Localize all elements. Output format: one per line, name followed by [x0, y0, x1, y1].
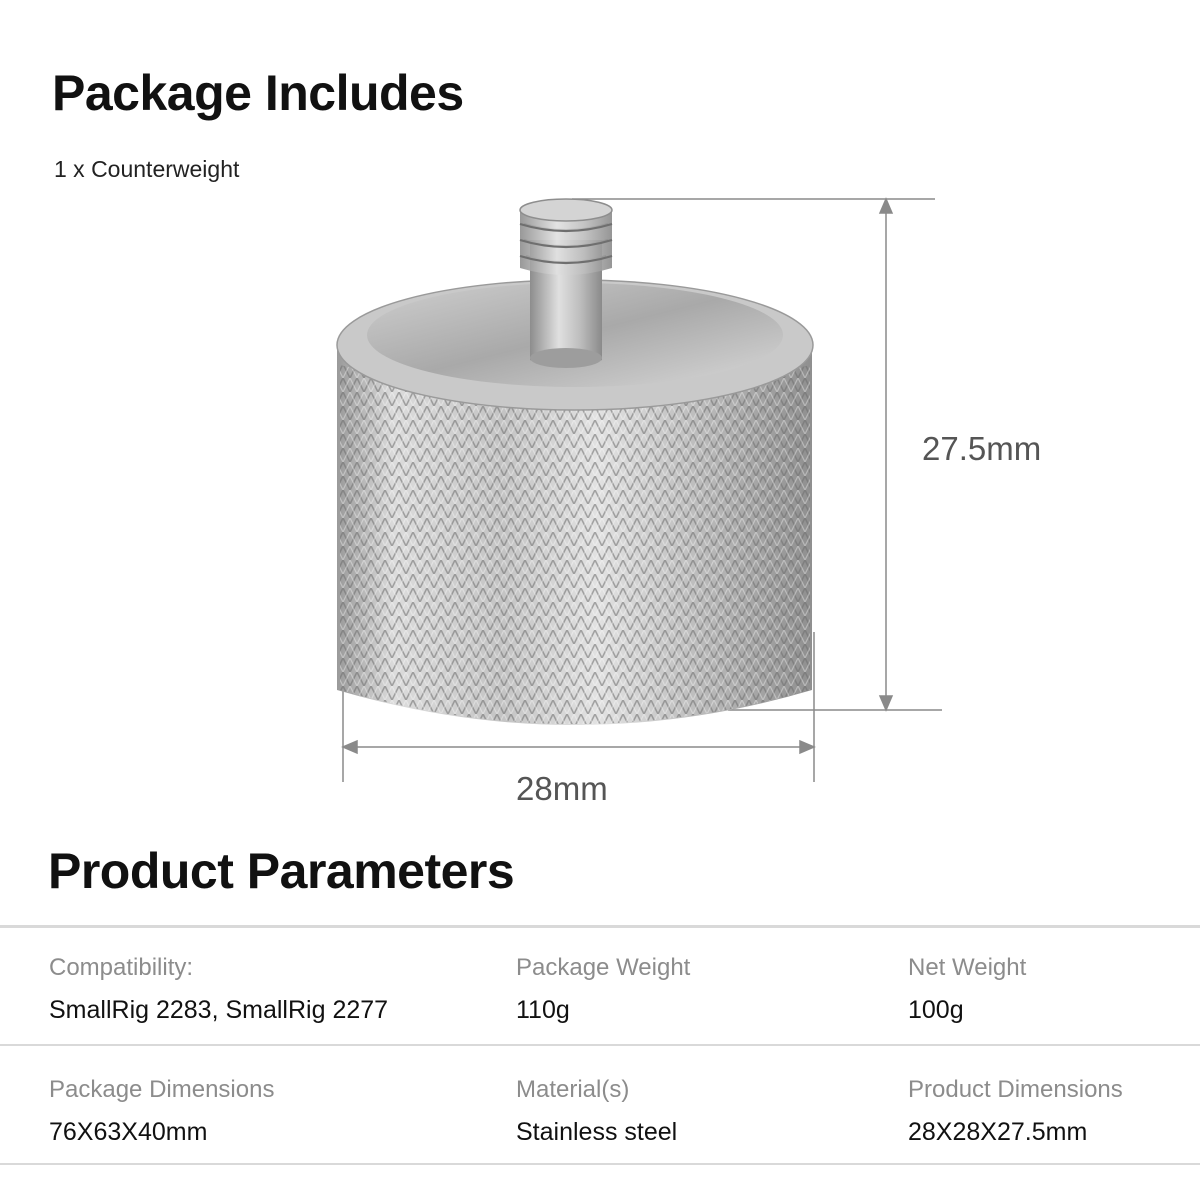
- param-net-weight: [908, 954, 1026, 1025]
- counterweight-illustration: [337, 199, 813, 725]
- param-label: Package Weight: [516, 954, 691, 981]
- package-item: 1 x Counterweight: [54, 156, 240, 182]
- divider: [0, 925, 1200, 928]
- param-value: SmallRig 2283, SmallRig 2277: [49, 996, 389, 1024]
- product-parameters-title: Product Parameters: [48, 843, 515, 899]
- param-value: 110g: [516, 996, 570, 1024]
- width-dimension-label: 28mm: [516, 770, 608, 807]
- divider: [0, 1044, 1200, 1046]
- param-package-weight: [516, 954, 690, 1025]
- divider: [0, 1163, 1200, 1165]
- param-value: 28X28X27.5mm: [908, 1118, 1088, 1146]
- param-compatibility: [49, 954, 388, 1025]
- param-product-dimensions: [908, 1076, 1123, 1147]
- param-material: [516, 1076, 677, 1147]
- param-label: Material(s): [516, 1076, 630, 1103]
- param-value: 76X63X40mm: [49, 1118, 208, 1146]
- param-value: Stainless steel: [516, 1118, 678, 1146]
- height-dimension-label: 27.5mm: [922, 430, 1042, 467]
- param-label: Net Weight: [908, 954, 1027, 981]
- param-label: Compatibility:: [49, 954, 194, 981]
- param-label: Package Dimensions: [49, 1076, 275, 1103]
- package-includes-title: Package Includes: [52, 65, 464, 121]
- param-value: 100g: [908, 996, 964, 1024]
- param-label: Product Dimensions: [908, 1076, 1123, 1103]
- param-package-dimensions: [49, 1076, 274, 1147]
